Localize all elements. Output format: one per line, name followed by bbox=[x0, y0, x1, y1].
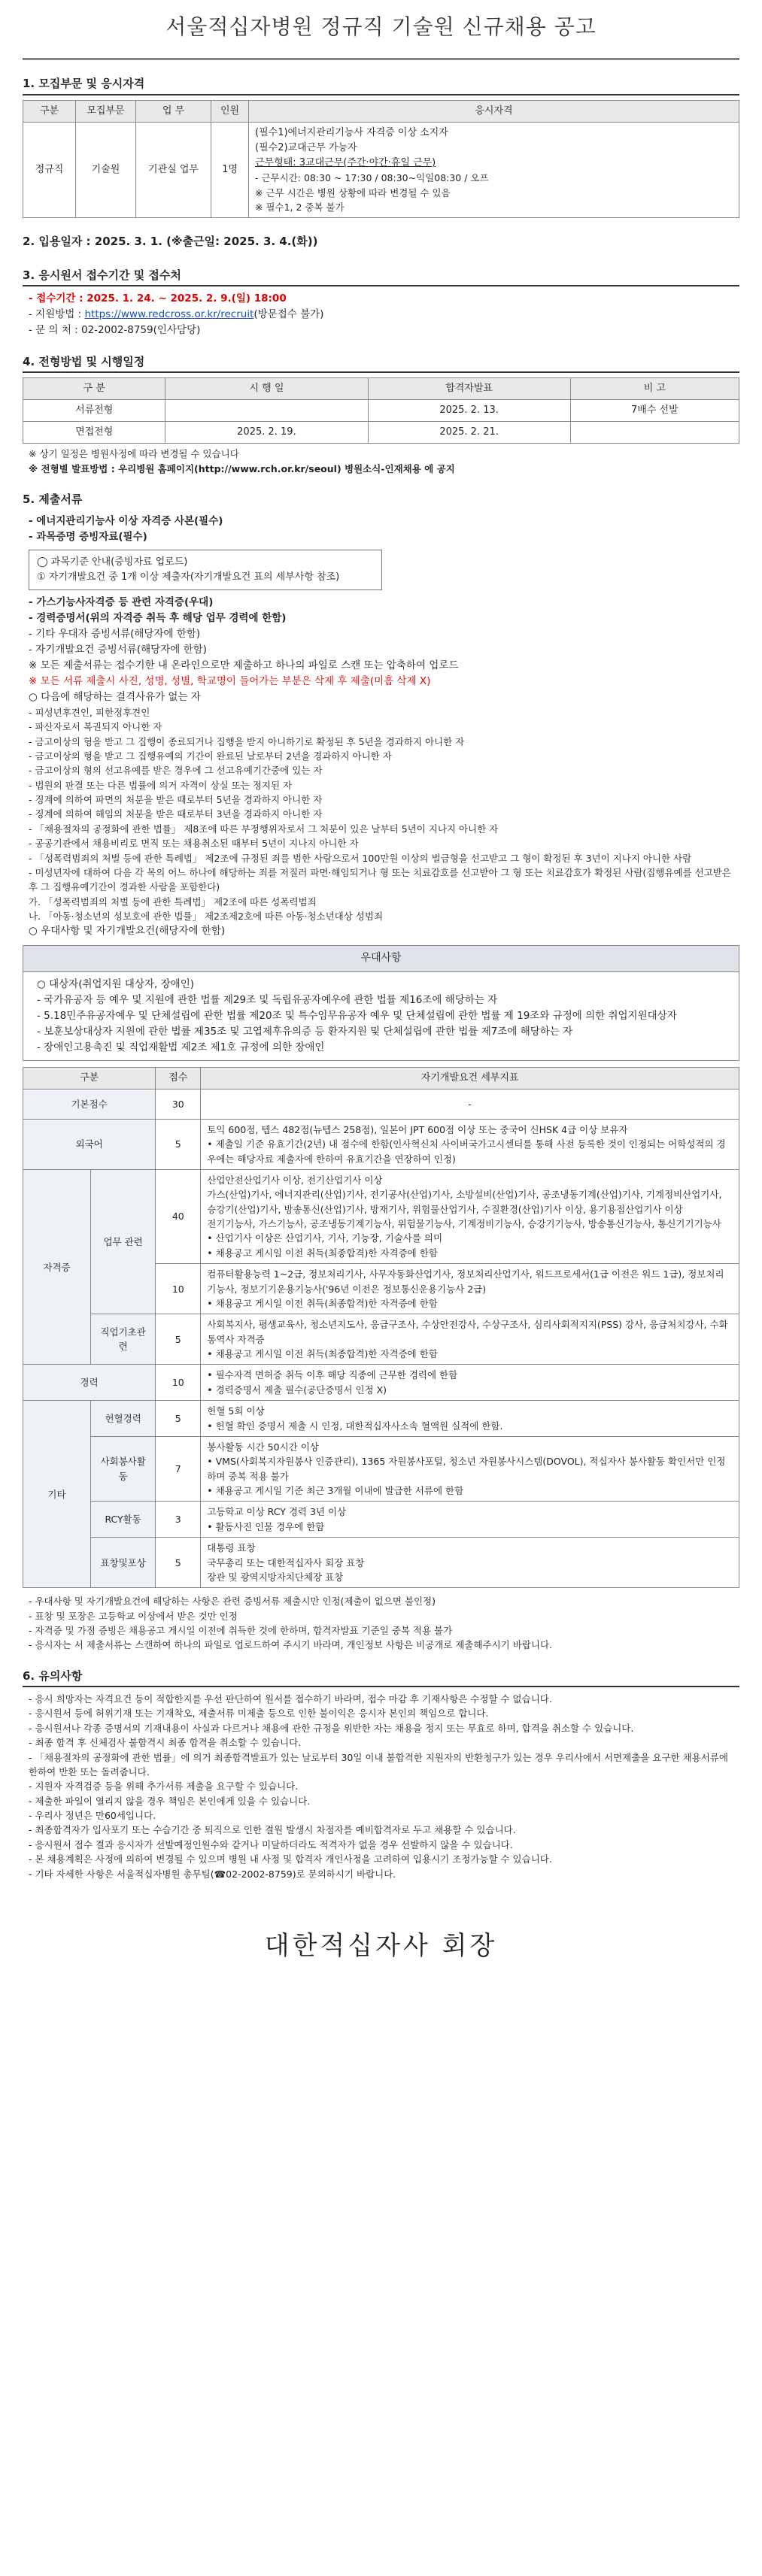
list-item: - 응시 희망자는 자격요건 등이 적합한지를 우선 판단하여 원서를 접수하기 바라며, 접수 마감 후 기재사항은 수정할 수 없습니다. bbox=[29, 1693, 552, 1705]
th-dept: 모집부문 bbox=[76, 100, 136, 122]
list-item: - 피성년후견인, 피한정후견인 bbox=[29, 706, 150, 718]
list-item: 가. 「성폭력범죄의 처벌 등에 관한 특례법」 제2조에 따른 성폭력범죄 bbox=[29, 896, 317, 908]
cell-qual bbox=[249, 122, 739, 218]
doc-b3: - 기타 우대자 증빙서류(해당자에 한함) bbox=[29, 628, 201, 641]
th-score: 점수 bbox=[156, 1067, 201, 1089]
row-lang-score: 5 bbox=[156, 1119, 201, 1169]
doc-note-2: ※ 모든 서류 제출시 사진, 성명, 성별, 학교명이 들어가는 부분은 삭제 후 제출(미흡 삭제 X) bbox=[29, 675, 431, 687]
list-item: - 금고이상의 형의 선고유예를 받은 경우에 그 선고유예기간중에 있는 자 bbox=[29, 765, 323, 777]
list-item: - 국가유공자 등 예우 및 지원에 관한 법률 제29조 및 독립유공자예우에 관한 법률 제16조에 해당하는 자 bbox=[37, 994, 498, 1006]
row-career-detail: • 필수자격 면허증 취득 이후 해당 직종에 근무한 경력에 한함 • 경력증명서 제출 필수(공단증명서 인정 X) bbox=[201, 1365, 739, 1401]
disqualification-list bbox=[23, 705, 739, 924]
preference-box bbox=[23, 945, 739, 1060]
row-career-score: 10 bbox=[156, 1365, 201, 1401]
section-6-heading: 6. 유의사항 bbox=[23, 1668, 739, 1687]
list-item: - 징계에 의하여 해임의 처분을 받은 때로부터 3년을 경과하지 아니한 자 bbox=[29, 808, 323, 820]
cell-duty: 기관실 업무 bbox=[136, 122, 211, 218]
method-note: (방문접수 불가) bbox=[253, 308, 324, 320]
th-result: 합격자발표 bbox=[368, 377, 570, 399]
cell-date: 2025. 2. 19. bbox=[165, 422, 368, 444]
criteria-box-line-2: ① 자기개발요건 중 1개 이상 제출자(자기개발요건 표의 세부사항 참조) bbox=[37, 571, 340, 583]
list-item: - 지원자 자격검증 등을 위해 추가서류 제출을 요구할 수 있습니다. bbox=[29, 1780, 299, 1793]
method-label: - 지원방법 : bbox=[29, 308, 85, 320]
row-basic-detail: - bbox=[201, 1089, 739, 1119]
cell-note bbox=[570, 422, 739, 444]
section-1-heading: 1. 모집부문 및 응시자격 bbox=[23, 75, 739, 95]
notes-list bbox=[23, 1692, 739, 1881]
th-type: 구분 bbox=[23, 100, 76, 122]
footer-signature: 대한적십자사 회장 bbox=[264, 1930, 498, 1961]
th-category: 구분 bbox=[23, 1067, 156, 1089]
section-schedule bbox=[23, 353, 739, 476]
doc-a2: - 과목증명 증빙자료(필수) bbox=[29, 531, 147, 544]
disq-intro: ○ 다음에 해당하는 결격사유가 없는 자 bbox=[29, 690, 201, 703]
list-item: - 보훈보상대상자 지원에 관한 법률 제35조 및 고엽제후유의증 등 환자지원 및 단체설립에 관한 법률 제7조에 해당하는 자 bbox=[37, 1025, 573, 1038]
section-recruitment bbox=[23, 75, 739, 218]
lang-detail-1: 토익 600점, 텝스 482점(뉴텝스 258점), 일본어 JPT 600점 이상 또는 중국어 신HSK 4급 이상 보유자 bbox=[207, 1123, 628, 1135]
list-item: - 금고이상의 형을 받고 그 집행유예의 기간이 완료된 날로부터 2년을 경과하지 아니한 자 bbox=[29, 750, 392, 762]
qual-1: (필수1)에너지관리기능사 자격증 이상 소지자 bbox=[255, 126, 448, 138]
list-item: - 미성년자에 대하여 다음 각 목의 어느 하나에 해당하는 죄를 저질러 파면·해임되거나 형 또는 치료감호를 선고받아 그 형 또는 치료감호가 확정된 사람(집행유예를 선고받은 후 그 집행유예기간이 경과한 사람을 포함한다) bbox=[29, 866, 731, 893]
row-career-label: 경력 bbox=[23, 1365, 156, 1401]
th-detail: 자기개발요건 세부지표 bbox=[201, 1067, 739, 1089]
list-item: - 최종 합격 후 신체검사 불합격시 최종 합격을 취소할 수 있습니다. bbox=[29, 1737, 302, 1749]
th-note: 비 고 bbox=[570, 377, 739, 399]
list-item: - 공공기관에서 채용비리로 면직 또는 채용취소된 때부터 5년이 지나지 아니한 자 bbox=[29, 838, 359, 850]
row-etc-r4: 표창및포상 bbox=[91, 1538, 156, 1588]
row-etc-s4: 5 bbox=[156, 1538, 201, 1588]
row-etc-s3: 3 bbox=[156, 1502, 201, 1538]
cell-count: 1명 bbox=[211, 122, 249, 218]
row-cert-sub1: 업무 관련 bbox=[91, 1169, 156, 1314]
table-row bbox=[23, 399, 739, 421]
cell-dept: 기술원 bbox=[76, 122, 136, 218]
list-item: 나. 「아동·청소년의 성보호에 관한 법률」 제2조제2호에 따른 아동·청소년대상 성범죄 bbox=[29, 911, 384, 923]
th-duty: 업 무 bbox=[136, 100, 211, 122]
list-item: - 우리사 정년은 만60세입니다. bbox=[29, 1810, 156, 1822]
doc-b4: - 자기개발요건 증빙서류(해당자에 한함) bbox=[29, 644, 207, 656]
cell-stage: 면접전형 bbox=[23, 422, 165, 444]
row-cert-label: 자격증 bbox=[23, 1169, 91, 1365]
section-notes bbox=[23, 1668, 739, 1881]
row-etc-d1: 헌혈 5회 이상 • 헌혈 확인 증명서 제출 시 인정, 대한적십자사소속 혈액원 실적에 한함. bbox=[201, 1401, 739, 1437]
list-item: - 기타 자세한 사항은 서울적십자병원 총무팀(☎02-2002-8759)로 문의하시기 바랍니다. bbox=[29, 1868, 396, 1880]
section-2-heading: 2. 입용일자 : 2025. 3. 1. (※출근일: 2025. 3. 4.(화)) bbox=[23, 235, 318, 249]
row-etc-r1: 헌혈경력 bbox=[91, 1401, 156, 1437]
row-cert-sub2: 직업기초관련 bbox=[91, 1314, 156, 1365]
section-5-heading: 5. 제출서류 bbox=[23, 492, 83, 507]
list-item: - 「성폭력범죄의 처벌 등에 관한 특례법」 제2조에 규정된 죄를 범한 사람으로서 100만원 이상의 벌금형을 선고받고 그 형이 확정된 후 3년이 지나지 아니한 사람 bbox=[29, 852, 692, 864]
th-date: 시 행 일 bbox=[165, 377, 368, 399]
row-etc-d4: 대통령 표창 국무총리 또는 대한적십자사 회장 표창 장관 및 광역지방자치단체장 표창 bbox=[201, 1538, 739, 1588]
list-item: - 응시원서 접수 결과 응시자가 선발예정인원수와 같거나 미달하더라도 적격자가 없을 경우 선발하지 않을 수 있습니다. bbox=[29, 1838, 513, 1850]
row-lang-label: 외국어 bbox=[23, 1119, 156, 1169]
row-etc-d3: 고등학교 이상 RCY 경력 3년 이상 • 활동사진 인물 경우에 한함 bbox=[201, 1502, 739, 1538]
after-table-notes bbox=[23, 1594, 739, 1653]
list-item: - 장애인고용촉진 및 직업재활법 제2조 제1호 규정에 의한 장애인 bbox=[37, 1041, 325, 1053]
th-count: 인원 bbox=[211, 100, 249, 122]
recruitment-table bbox=[23, 100, 739, 219]
row-cert-s2: 5 bbox=[156, 1314, 201, 1365]
schedule-note-2: ※ 전형별 발표방법 : 우리병원 홈페이지(http://www.rch.or.kr/seoul) 병원소식-인재채용 에 공지 bbox=[29, 462, 455, 474]
list-item: - 우대사항 및 자기개발요건에 해당하는 사항은 관련 증빙서류 제출시만 인정(제출이 없으면 불인정) bbox=[29, 1596, 436, 1608]
contact-line: - 문 의 처 : 02-2002-8759(인사담당) bbox=[29, 323, 201, 336]
list-item: - 응시원서 등에 허위기재 또는 기재착오, 제출서류 미제출 등으로 인한 불이익은 응시자 본인의 책임으로 합니다. bbox=[29, 1708, 489, 1720]
schedule-table bbox=[23, 377, 739, 444]
row-basic-score: 30 bbox=[156, 1089, 201, 1119]
section-documents bbox=[23, 491, 739, 1653]
list-item: - 본 채용계획은 사정에 의하여 변경될 수 있으며 병원 내 사정 및 합격자 개인사정을 고려하여 입용시기 조정가능할 수 있습니다. bbox=[29, 1853, 552, 1865]
row-etc-label: 기타 bbox=[23, 1401, 91, 1588]
list-item: - 「채용절차의 공정화에 관한 법률」 제8조에 따른 부정행위자로서 그 처분이 있은 날부터 5년이 지나지 아니한 자 bbox=[29, 823, 499, 835]
section-4-heading: 4. 전형방법 및 시행일정 bbox=[23, 353, 739, 373]
criteria-box-line-1: ◯ 과목기준 안내(증빙자료 업로드) bbox=[37, 556, 188, 568]
page-title: 서울적십자병원 정규직 기술원 신규채용 공고 bbox=[23, 8, 739, 60]
row-etc-r2: 사회봉사활동 bbox=[91, 1436, 156, 1502]
list-item: - 금고이상의 형을 받고 그 집행이 종료되거나 집행을 받지 아니하기로 확정된 후 5년을 경과하지 아니한 자 bbox=[29, 735, 465, 747]
list-item: - 제출한 파일이 열리지 않을 경우 책임은 본인에게 있을 수 있습니다. bbox=[29, 1795, 311, 1807]
section-application bbox=[23, 267, 739, 338]
row-etc-d2: 봉사활동 시간 50시간 이상 • VMS(사회복지자원봉사 인증관리), 1365 자원봉사포털, 청소년 자원봉사시스템(DOVOL), 적십자사 봉사활동 확인서만 인정하며 중복 적용 불가 • 채용공고 게시일 기준 최근 3개월 이내에 발급한 서류에 한함 bbox=[201, 1436, 739, 1502]
section-3-heading: 3. 응시원서 접수기간 및 접수처 bbox=[23, 267, 739, 286]
qual-3: 근무형태: 3교대근무(주간·야간·휴일 근무) bbox=[255, 157, 436, 169]
schedule-note-1: ※ 상기 일정은 병원사정에 따라 변경될 수 있습니다 bbox=[29, 448, 239, 460]
row-etc-r3: RCY활동 bbox=[91, 1502, 156, 1538]
list-item: ○ 대상자(취업지원 대상자, 장애인) bbox=[37, 978, 195, 991]
row-cert-s1a: 40 bbox=[156, 1169, 201, 1263]
self-dev-table bbox=[23, 1067, 739, 1589]
list-item: - 징계에 의하여 파면의 처분을 받은 때로부터 5년을 경과하지 아니한 자 bbox=[29, 794, 323, 806]
list-item: - 표창 및 포장은 고등학교 이상에서 받은 것만 인정 bbox=[29, 1610, 238, 1622]
row-cert-s1b: 10 bbox=[156, 1264, 201, 1314]
cell-date bbox=[165, 399, 368, 421]
list-item: - 자격증 및 가점 증빙은 채용공고 게시일 이전에 취득한 것에 한하며, 합격자발표 기준일 중복 적용 불가 bbox=[29, 1625, 453, 1637]
list-item: - 「채용절차의 공정화에 관한 법률」에 의거 최종합격발표가 있는 날로부터 30일 이내 불합격한 지원자의 반환청구가 있는 경우 우리사에서 서면제출을 요구한 채용서류에 한하여 반환 또는 돌려줍니다. bbox=[29, 1751, 728, 1777]
row-etc-s2: 7 bbox=[156, 1436, 201, 1502]
preference-title: 우대사항 bbox=[23, 946, 739, 972]
criteria-box bbox=[29, 550, 382, 590]
table-row bbox=[23, 422, 739, 444]
row-basic-label: 기본점수 bbox=[23, 1089, 156, 1119]
th-stage: 구 분 bbox=[23, 377, 165, 399]
qual-4: - 근무시간: 08:30 ~ 17:30 / 08:30~익일08:30 / 오프 bbox=[255, 172, 489, 184]
cell-result: 2025. 2. 13. bbox=[368, 399, 570, 421]
doc-b2: - 경력증명서(위의 자격증 취득 후 해당 업무 경력에 한함) bbox=[29, 612, 287, 625]
recruit-link[interactable]: https://www.redcross.or.kr/recruit bbox=[84, 308, 254, 320]
cell-type: 정규직 bbox=[23, 122, 76, 218]
list-item: - 최종합격자가 입사포기 또는 수습기간 중 퇴직으로 인한 결원 발생시 차점자를 예비합격자로 두고 채용할 수 있습니다. bbox=[29, 1824, 516, 1836]
doc-b1: - 가스기능사자격증 등 관련 자격증(우대) bbox=[29, 596, 214, 609]
list-item: - 파산자로서 복권되지 아니한 자 bbox=[29, 721, 162, 733]
lang-detail-2: • 제출일 기준 유효기간(2년) 내 점수에 한함(인사혁신처 사이버국가고시센터를 통해 사전 등록한 것이 인정되는 어학성적의 경우에는 해당자료 제출자에 한하여 유효기간을 연장하여 인정) bbox=[207, 1138, 726, 1165]
section-start-date bbox=[23, 233, 739, 251]
preference-list bbox=[23, 972, 739, 1060]
cell-stage: 서류전형 bbox=[23, 399, 165, 421]
cell-result: 2025. 2. 21. bbox=[368, 422, 570, 444]
pref-intro: ○ 우대사항 및 자기개발요건(해당자에 한함) bbox=[29, 925, 226, 938]
list-item: - 응시원서나 각종 증명서의 기재내용이 사실과 다르거나 채용에 관한 규정을 위반한 자는 채용을 정지 또는 무효로 하며, 합격을 취소할 수 있습니다. bbox=[29, 1722, 634, 1734]
qual-2: (필수2)교대근무 가능자 bbox=[255, 141, 357, 153]
list-item: - 5.18민주유공자예우 및 단체설립에 관한 법률 제20조 및 특수임무유공자 예우 및 단체설립에 관한 법률 제 19조와 규정에 의한 취업지원대상자 bbox=[37, 1009, 677, 1022]
th-qual: 응시자격 bbox=[249, 100, 739, 122]
qual-6: ※ 필수1, 2 중복 불가 bbox=[255, 201, 345, 213]
list-item: - 법원의 판결 또는 다른 법률에 의거 자격이 상실 또는 정지된 자 bbox=[29, 779, 293, 791]
row-lang-detail bbox=[201, 1119, 739, 1169]
doc-note-1: ※ 모든 제출서류는 접수기한 내 온라인으로만 제출하고 하나의 파일로 스캔 또는 압축하여 업로드 bbox=[29, 659, 459, 672]
list-item: - 응시자는 서 제출서류는 스캔하여 하나의 파일로 업로드하여 주시기 바라며, 개인정보 사항은 비공개로 제출해주시기 바랍니다. bbox=[29, 1639, 552, 1651]
application-method bbox=[23, 307, 739, 323]
row-etc-s1: 5 bbox=[156, 1401, 201, 1437]
cell-note: 7배수 선발 bbox=[570, 399, 739, 421]
doc-a1: - 에너지관리기능사 이상 자격증 사본(필수) bbox=[29, 515, 223, 528]
qual-5: ※ 근무 시간은 병원 상황에 따라 변경될 수 있음 bbox=[255, 186, 451, 199]
row-cert-d1b: 컴퓨터활용능력 1~2급, 정보처리기사, 사무자동화산업기사, 정보처리산업기사, 워드프로세서(1급 이전은 워드 1급), 정보처리기능사, 정보기기운용기능사('96년 이전은 정보통신운용기능사 2급) • 채용공고 게시일 이전 취득(최종합격)한 자격증에 한함 bbox=[201, 1264, 739, 1314]
row-cert-d1a: 산업안전산업기사 이상, 전기산업기사 이상 가스(산업)기사, 에너지관리(산업)기사, 전기공사(산업)기사, 소방설비(산업)기사, 공조냉동기계(산업)기사, 기계정비산업기사, 승강기(산업)기사, 방송통신(산업)기사, 방재기사, 위험물산업기사, 수질환경(산업)기사 이상, 용기용접산업기사 이상 전기기능사, 가스기능사, 공조냉동기계기능사, 위험물기능사, 기계정비기능사, 승강기기능사, 방송통신기능사, 통신기기기능사 • 산업기사 이상은 산업기사, 기사, 기능장, 기술사를 의미 • 채용공고 게시일 이전 취득(최종합격)한 자격증에 한함 bbox=[201, 1169, 739, 1263]
row-cert-d2: 사회복지사, 평생교육사, 청소년지도사, 응급구조사, 수상안전강사, 수상구조사, 심리사회적지지(PSS) 강사, 응급처치강사, 수화통역사 자격증 • 채용공고 게시일 이전 취득(최종합격)한 자격증에 한함 bbox=[201, 1314, 739, 1365]
application-period: - 접수기간 : 2025. 1. 24. ~ 2025. 2. 9.(일) 18:00 bbox=[29, 292, 287, 305]
